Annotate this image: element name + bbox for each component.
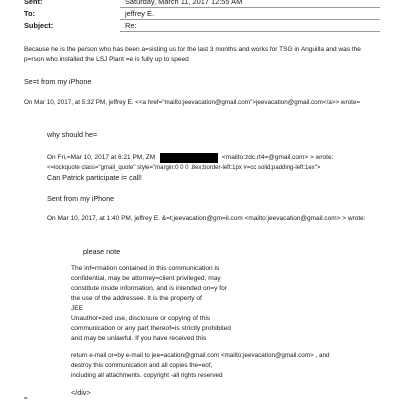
disclaimer-line: The inf=rmation contained in this communication is xyxy=(71,265,220,272)
html-markup-line: <=lockquote class="gmail_quote" style="margin:0 0 0 .8ex;border-left:1px #=cc solid;padding-left:1ex"> xyxy=(47,165,321,171)
disclaimer-line: Unauthor=zed use, disclosure or copying of this xyxy=(71,315,211,322)
closing-div-tag: </div> xyxy=(71,388,91,397)
disclaimer-line: the use of the addressee. It is the property of xyxy=(71,295,202,302)
disclaimer-line: JEE xyxy=(71,305,84,312)
disclaimer-line: constitute inside information, and is intended on=y for xyxy=(71,285,227,292)
quoted-header-line: <mailto:zdc.rt4=@gmail.com> > wrote: xyxy=(222,154,334,161)
quoted-message-line: why should he= xyxy=(47,130,98,139)
return-line: destroy this communication and all copies the=eof, xyxy=(71,362,213,369)
quoted-header-line: On Mar 10, 2017, at 5:32 PM, jeffrey E. <<a href="mailto:jeevacation@gmail.com">jeevacation@gmail.com</a>> wrote= xyxy=(24,99,361,106)
header-to-row xyxy=(0,9,400,19)
disclaimer-line: confidential, may be attorney=client privileged, may xyxy=(71,275,221,282)
to-label: To: xyxy=(24,9,35,18)
disclaimer-line: communication or any part thereof=is strictly prohibited xyxy=(71,325,231,332)
please-note-line: please note xyxy=(83,247,121,256)
body-paragraph-line: Because he is the person who has been a=sisting us for the last 3 months and works for TSG in Anguilla and was the xyxy=(24,46,361,53)
header-subject-row xyxy=(0,21,400,31)
redaction-bar xyxy=(160,153,218,163)
body-paragraph-line: p=rson who installed the LSJ Plant =e is fully up to speed xyxy=(24,56,189,63)
header-rule xyxy=(120,31,380,32)
to-value: jeffrey E. xyxy=(125,9,155,18)
return-line: return e-mail or=by e-mail to jee=acation@gmail.com <mailto:jeevacation@gmail.com> , and xyxy=(71,352,330,359)
sent-value: Saturday, March 11, 2017 12:55 AM xyxy=(125,0,243,6)
quoted-message-line: Can Patrick participate i= call! xyxy=(47,173,142,182)
subject-value: Re: xyxy=(125,21,137,30)
header-rule xyxy=(120,19,380,20)
signature-iphone: Sent from my iPhone xyxy=(47,194,115,203)
return-line: including all attachments. copyright -all rights reserved xyxy=(71,372,223,379)
signature-iphone: Se=t from my iPhone xyxy=(24,77,92,86)
header-rule xyxy=(120,7,380,8)
header-sent-row xyxy=(0,0,400,7)
disclaimer-line: and may be unlawful. If you have received this xyxy=(71,335,207,342)
quoted-header-line: On Fri,=Mar 10, 2017 at 6:21 PM, ZM xyxy=(47,154,156,161)
subject-label: Subject: xyxy=(24,21,54,30)
sent-label: Sent: xyxy=(24,0,43,6)
quoted-header-line: On Mar 10, 2017, at 1:40 PM, jeffrey E. &=t;jeevacation@gm=il.com <mailto:jeevacation@gmail.com> > wrote: xyxy=(47,215,366,222)
trailing-mark: = xyxy=(24,396,28,402)
